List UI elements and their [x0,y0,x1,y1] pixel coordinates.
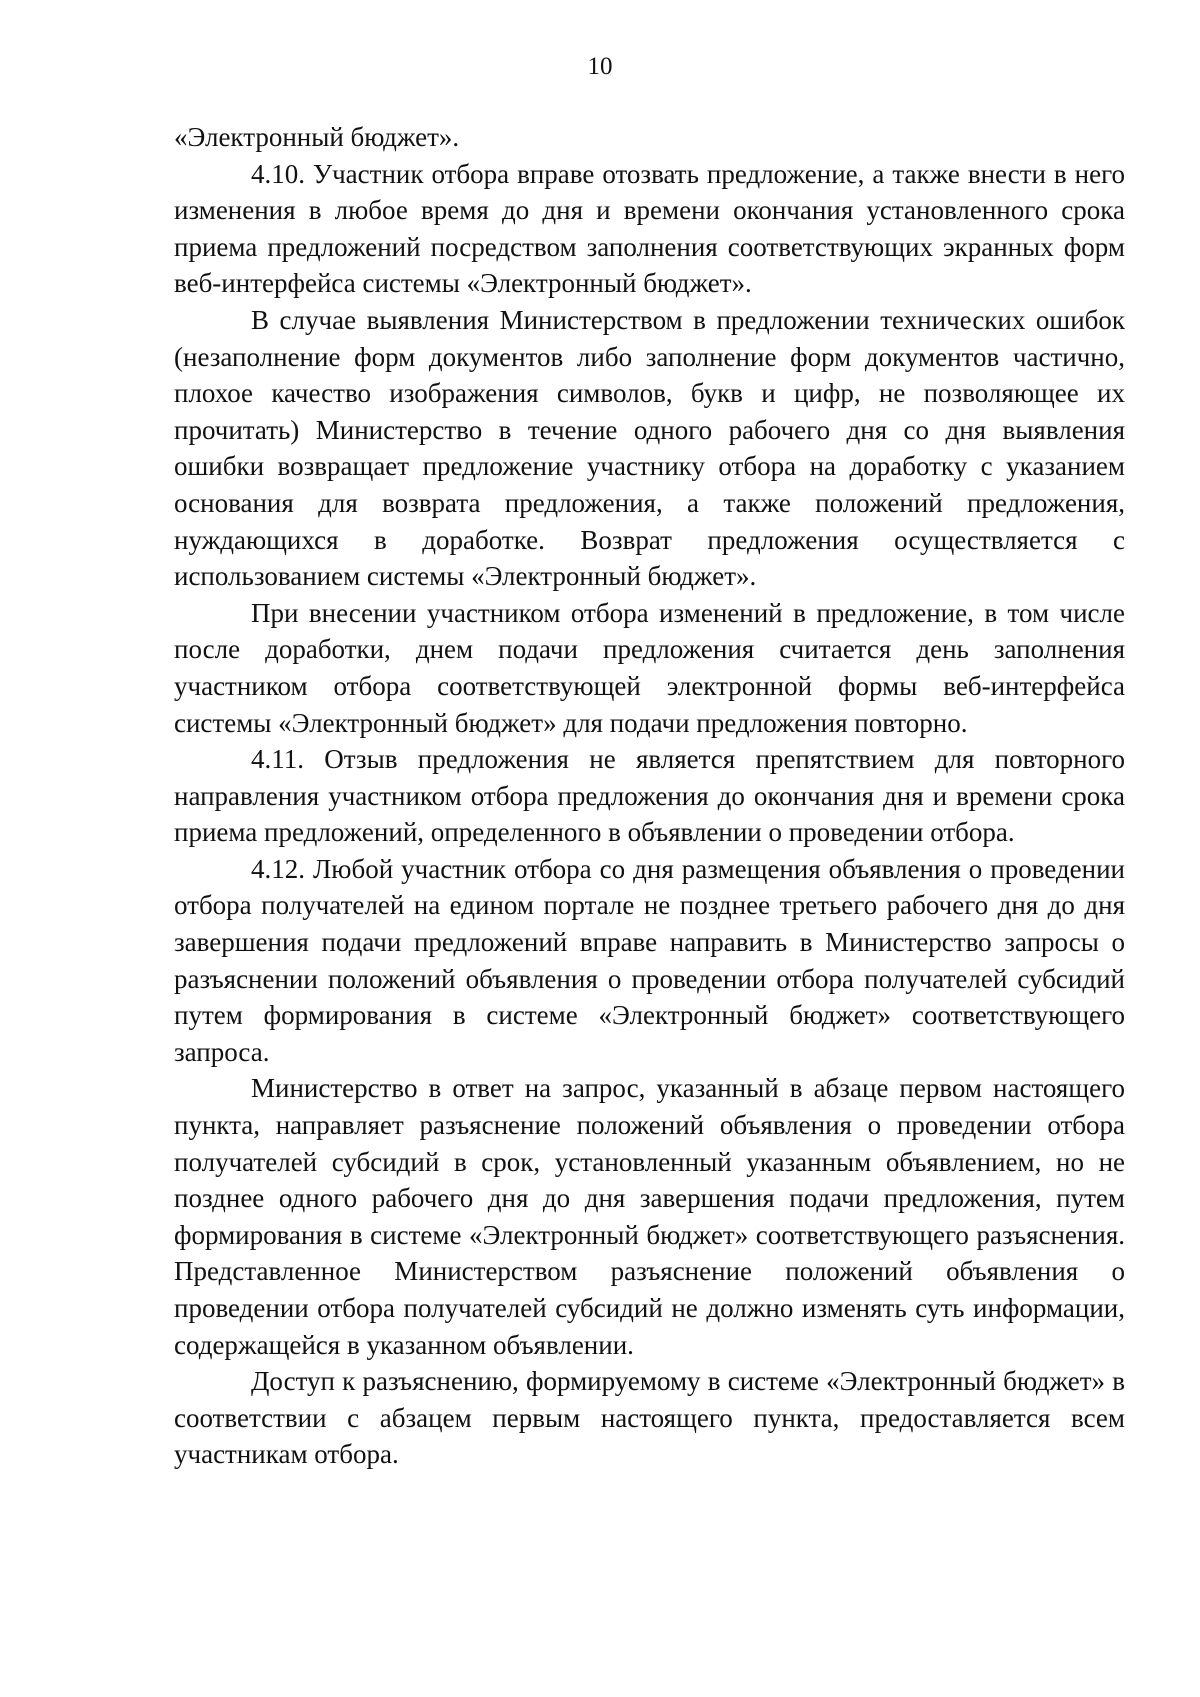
paragraph-continuation: «Электронный бюджет». [174,122,460,152]
paragraph-ministry-response: Министерство в ответ на запрос, указанный в абзаце первом настоящего пункта, направляет разъяснение положений объявления о проведении отбора получателей субсидий в срок, установленный указанным объявлением, но не позднее одного рабочего дня до дня завершения подачи предложения, путем формирования в системе «Электронный бюджет» соответствующего разъяснения. Представленное Министерством разъяснение положений объявления о проведении отбора получателей субсидий не должно изменять суть информации, содержащейся в указанном объявлении. [174,1073,1125,1360]
paragraph-4-12: 4.12. Любой участник отбора со дня размещения объявления о проведении отбора получателей на едином портале не позднее третьего рабочего дня до дня завершения подачи предложений вправе направить в Министерство запросы о разъяснении положений объявления о проведении отбора получателей субсидий путем формирования в системе «Электронный бюджет» соответствующего запроса. [174,853,1125,1067]
page-number: 10 [587,53,613,80]
paragraph-4-11: 4.11. Отзыв предложения не является препятствием для повторного направления участником отбора предложения до окончания дня и времени срока приема предложений, определенного в объявлении о проведении отбора. [174,744,1125,848]
paragraph-changes-submission: При внесении участником отбора изменений в предложение, в том числе после доработки, днем подачи предложения считается день заполнения участником отбора соответствующей электронной формы веб-интерфейса системы «Электронный бюджет» для подачи предложения повторно. [174,597,1125,738]
document-body [174,119,1125,1473]
paragraph-access-clarification: Доступ к разъяснению, формируемому в системе «Электронный бюджет» в соответствии с абзацем первым настоящего пункта, предоставляется всем участникам отбора. [174,1366,1125,1470]
paragraph-4-10: 4.10. Участник отбора вправе отозвать предложение, а также внести в него изменения в любое время до дня и времени окончания установленного срока приема предложений посредством заполнения соответствующих экранных форм веб-интерфейса системы «Электронный бюджет». [174,158,1125,299]
paragraph-technical-errors: В случае выявления Министерством в предложении технических ошибок (незаполнение форм документов либо заполнение форм документов частично, плохое качество изображения символов, букв и цифр, не позволяющее их прочитать) Министерство в течение одного рабочего дня со дня выявления ошибки возвращает предложение участнику отбора на доработку с указанием основания для возврата предложения, а также положений предложения, нуждающихся в доработке. Возврат предложения осуществляется с использованием системы «Электронный бюджет». [174,304,1125,592]
